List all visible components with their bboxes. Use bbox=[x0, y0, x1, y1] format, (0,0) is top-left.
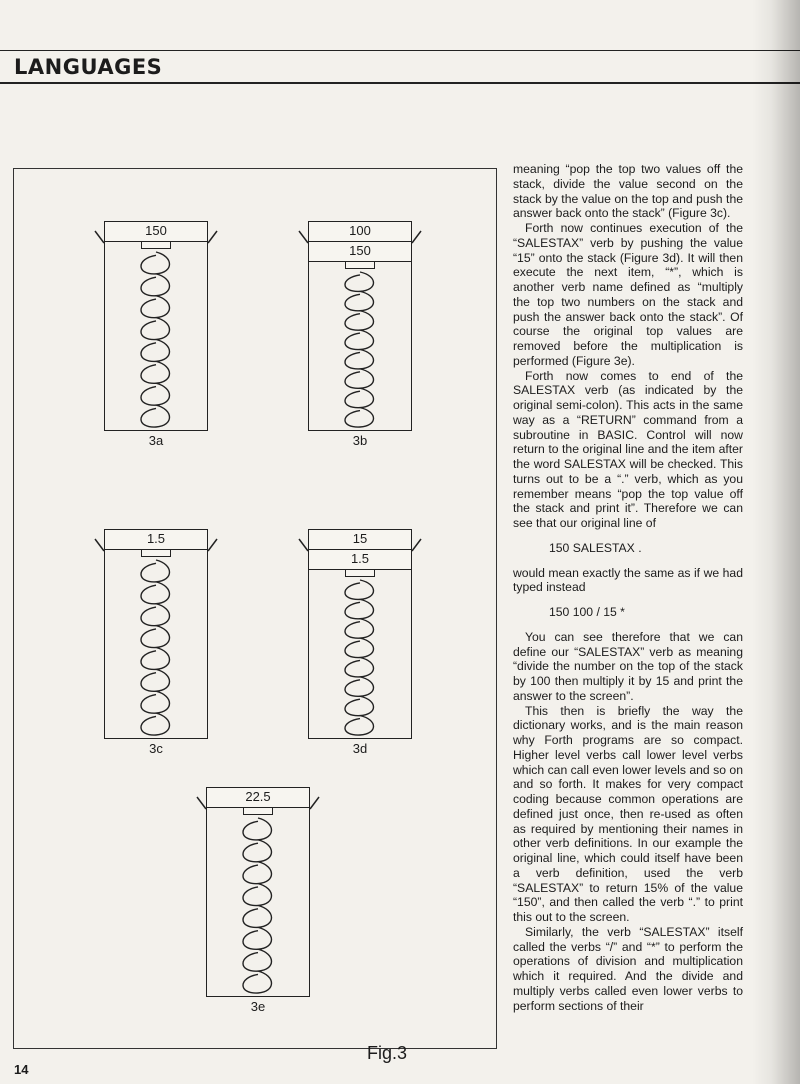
stack-tube bbox=[308, 549, 412, 739]
section-title: LANGUAGES bbox=[14, 55, 163, 79]
figure-label: Fig.3 bbox=[367, 1043, 408, 1063]
panel-caption: 3d bbox=[352, 741, 368, 756]
body-text-column bbox=[513, 162, 743, 1013]
paragraph: would mean exactly the same as if we had typed instead bbox=[513, 565, 743, 595]
spring-platform bbox=[345, 569, 375, 577]
paragraph: You can see therefore that we can define our “SALESTAX” verb as meaning “divide the number on the top of the stack by 100 then multiply it by 15 and print the answer to the screen”. bbox=[513, 629, 743, 703]
panel-caption: 3c bbox=[149, 741, 163, 756]
stack-value: 150 bbox=[104, 221, 208, 242]
stack-value: 15 bbox=[308, 529, 412, 550]
mouth-right-line bbox=[412, 539, 421, 551]
stack-value: 22.5 bbox=[206, 787, 310, 808]
panel-caption: 3b bbox=[352, 433, 368, 448]
spring-platform bbox=[345, 261, 375, 269]
mouth-left-line bbox=[95, 231, 104, 243]
mouth-left-line bbox=[299, 231, 308, 243]
paragraph: Forth now continues execution of the “SALESTAX” verb by pushing the value “15” onto the stack (Figure 3d). It will then execute the next item, “*”, which is another verb name defined as “multiply the top two numbers on the stack and push the answer back onto the stack”. Of course the original top values are removed before the multiplication is performed (Figure 3e). bbox=[513, 221, 743, 368]
mouth-left-line bbox=[95, 539, 104, 551]
mouth-left-line bbox=[299, 539, 308, 551]
spring-platform bbox=[243, 807, 273, 815]
spring-platform bbox=[141, 549, 171, 557]
stack-value: 100 bbox=[308, 221, 412, 242]
mouth-right-line bbox=[412, 231, 421, 243]
mouth-right-line bbox=[208, 539, 217, 551]
spring-platform bbox=[141, 241, 171, 249]
stack-tube bbox=[104, 549, 208, 739]
panel-caption: 3a bbox=[148, 433, 164, 448]
code-line: 150 100 / 15 * bbox=[549, 605, 625, 619]
stack-value: 1.5 bbox=[104, 529, 208, 550]
page-binding-shadow bbox=[752, 0, 800, 1084]
header-rule-top bbox=[0, 50, 800, 51]
code-line: 150 SALESTAX . bbox=[549, 540, 642, 555]
page-number: 14 bbox=[14, 1062, 29, 1077]
stack-tube bbox=[308, 241, 412, 431]
paragraph: meaning “pop the top two values off the stack, divide the value second on the stack by the value on the top and push the answer back onto the stack” (Figure 3c). bbox=[513, 162, 743, 221]
figure-box bbox=[13, 168, 497, 1063]
mouth-right-line bbox=[208, 231, 217, 243]
mouth-right-line bbox=[310, 797, 319, 809]
paragraph: Forth now comes to end of the SALESTAX verb (as indicated by the original semi-colon). This acts in the same way as a “RETURN” command from a subroutine in BASIC. Control will now return to the original line and the item after the word SALESTAX will be checked. This turns out to be a “.” verb, which as you remember means “pop the top value off the stack and print it”. Therefore we can see that our original line of bbox=[513, 368, 743, 530]
header-rule-bottom bbox=[0, 82, 800, 84]
stack-value: 150 bbox=[308, 241, 412, 262]
panel-caption: 3e bbox=[250, 999, 266, 1014]
stack-tube bbox=[206, 807, 310, 997]
stack-tube bbox=[104, 241, 208, 431]
mouth-left-line bbox=[197, 797, 206, 809]
paragraph: This then is briefly the way the dictionary works, and is the main reason why Forth programs are so compact. Higher level verbs call lower level verbs which can call even lower levels and so on and so forth. It makes for very compact coding because common operations are defined just once, then re-used as often as required by mentioning their names in other verb definitions. In our example the original line, which could itself have been a verb definition, used the verb “SALESTAX” to return 15% of the value “150”, and then called the verb “.” to print this out to the screen. bbox=[513, 703, 743, 924]
paragraph: Similarly, the verb “SALESTAX” itself called the verbs “/” and “*” to perform the operations of division and multiplication which it required. And the divide and multiply verbs called even lower verbs to perform sections of their bbox=[513, 924, 743, 1013]
stack-value: 1.5 bbox=[308, 549, 412, 570]
